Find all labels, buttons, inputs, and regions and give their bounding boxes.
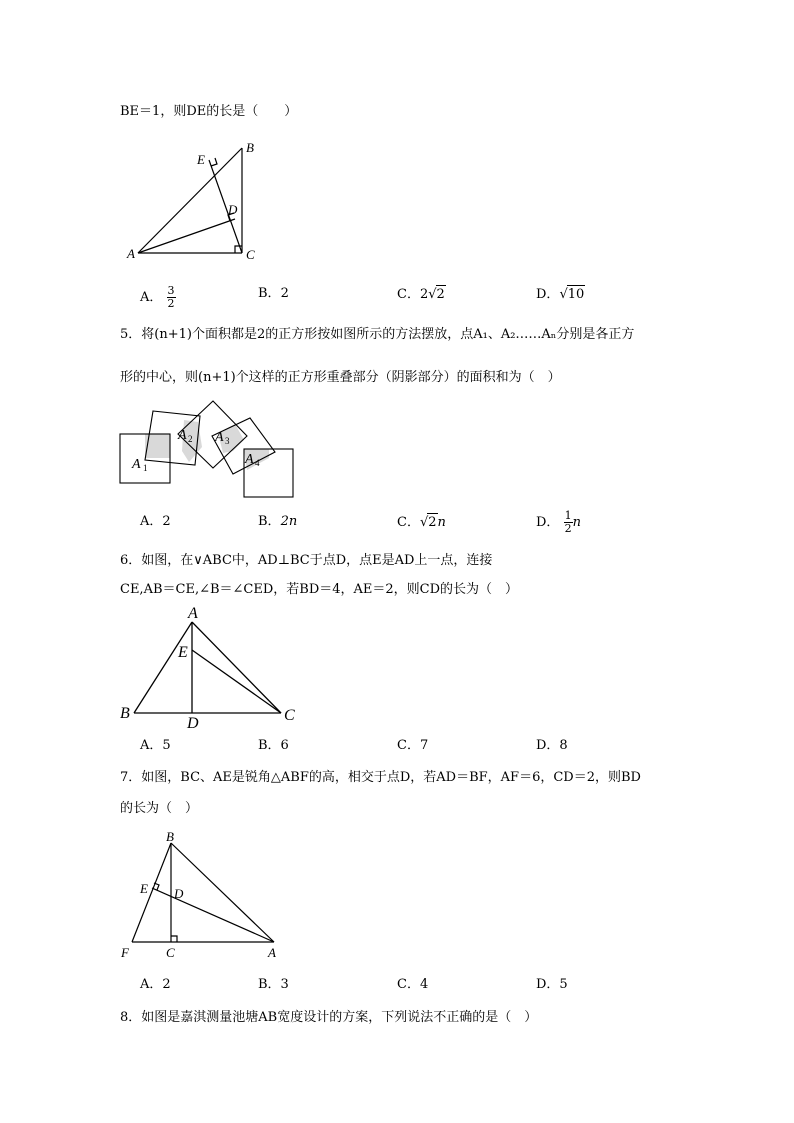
q7-option-d[interactable]: D．5 — [536, 977, 568, 992]
sqrt-symbol: √ — [428, 287, 437, 302]
q4-option-a-fraction: $\frac{3}{2}$ — [167, 284, 175, 310]
q7-figure — [116, 826, 286, 962]
q5-option-d[interactable]: D． $\frac{1}{2}$ n — [536, 509, 581, 535]
q6-option-b[interactable]: B．6 — [258, 738, 289, 753]
q6-option-a[interactable]: A．5 — [140, 738, 171, 753]
q5-label-a4: A — [245, 452, 254, 467]
q4-option-c[interactable]: C．2√2 — [397, 287, 445, 302]
sqrt-symbol: √ — [419, 515, 429, 530]
q5-option-c[interactable]: C．√2n — [397, 515, 446, 530]
q6-label-a: A — [188, 605, 198, 622]
q4-option-d[interactable]: D．√10 — [536, 287, 585, 302]
q7-label-e: E — [140, 881, 148, 896]
q6-label-e: E — [178, 644, 188, 661]
q5-label-a3-sub: 3 — [225, 436, 230, 446]
q6-label-c: C — [284, 707, 295, 724]
q4-label-e: E — [197, 152, 205, 167]
q5-option-d-fraction: $\frac{1}{2}$ — [564, 509, 572, 535]
q7-label-d: D — [174, 886, 184, 901]
q6-label-b: B — [120, 705, 130, 722]
q5-label-a1: A — [132, 457, 141, 472]
q5-label-a2: A — [178, 428, 187, 443]
q7-option-a[interactable]: A．2 — [140, 977, 171, 992]
q4-figure — [118, 138, 268, 266]
q4-label-b: B — [246, 140, 254, 155]
q5-label-a2-sub: 2 — [188, 434, 193, 444]
q7-line-2: 的长为（ ） — [120, 801, 199, 816]
q6-figure — [116, 600, 306, 730]
q5-label-a4-sub: 4 — [255, 458, 260, 468]
q5-option-b[interactable]: B．2n — [258, 514, 298, 529]
sqrt-symbol: √ — [559, 287, 568, 302]
q7-label-b: B — [166, 829, 174, 844]
q5-line-1: 5．将(n+1)个面积都是2的正方形按如图所示的方法摆放，点A₁、A₂……Aₙ分别是各正方 — [120, 327, 635, 342]
q4-label-d: D — [228, 202, 238, 217]
q6-option-d[interactable]: D．8 — [536, 738, 568, 753]
q5-line-2: 形的中心，则(n+1)个这样的正方形重叠部分（阴影部分）的面积和为（ ） — [120, 370, 561, 385]
q7-label-f: F — [121, 945, 129, 960]
q8-line-1: 8．如图是嘉淇测量池塘AB宽度设计的方案，下列说法不正确的是（ ） — [120, 1010, 538, 1025]
q4-label-c: C — [246, 247, 255, 262]
q6-label-d: D — [187, 715, 199, 730]
q5-label-a3: A — [215, 430, 224, 445]
q5-option-a[interactable]: A．2 — [140, 514, 171, 529]
q7-option-b[interactable]: B．3 — [258, 977, 289, 992]
q5-label-a1-sub: 1 — [143, 463, 148, 473]
q7-label-a: A — [268, 945, 276, 960]
q7-line-1: 7．如图，BC、AE是锐角△ABF的高，相交于点D，若AD＝BF，AF＝6，CD＝2，则BD — [120, 770, 641, 785]
q4-option-a[interactable]: A． $\frac{3}{2}$ — [140, 284, 175, 310]
q5-figure — [115, 396, 300, 502]
q6-option-c[interactable]: C．7 — [397, 738, 429, 753]
q7-option-c[interactable]: C．4 — [397, 977, 429, 992]
q4-label-a: A — [127, 246, 135, 261]
q4-option-b[interactable]: B．2 — [258, 286, 289, 301]
q6-line-2: CE,AB＝CE,∠B＝∠CED，若BD＝4，AE＝2，则CD的长为（ ） — [120, 582, 519, 597]
q4-stem-tail: BE＝1，则DE的长是（ ） — [120, 104, 298, 119]
q6-line-1: 6．如图，在∨ABC中，AD⊥BC于点D，点E是AD上一点，连接 — [120, 553, 493, 568]
q7-label-c: C — [166, 945, 175, 960]
